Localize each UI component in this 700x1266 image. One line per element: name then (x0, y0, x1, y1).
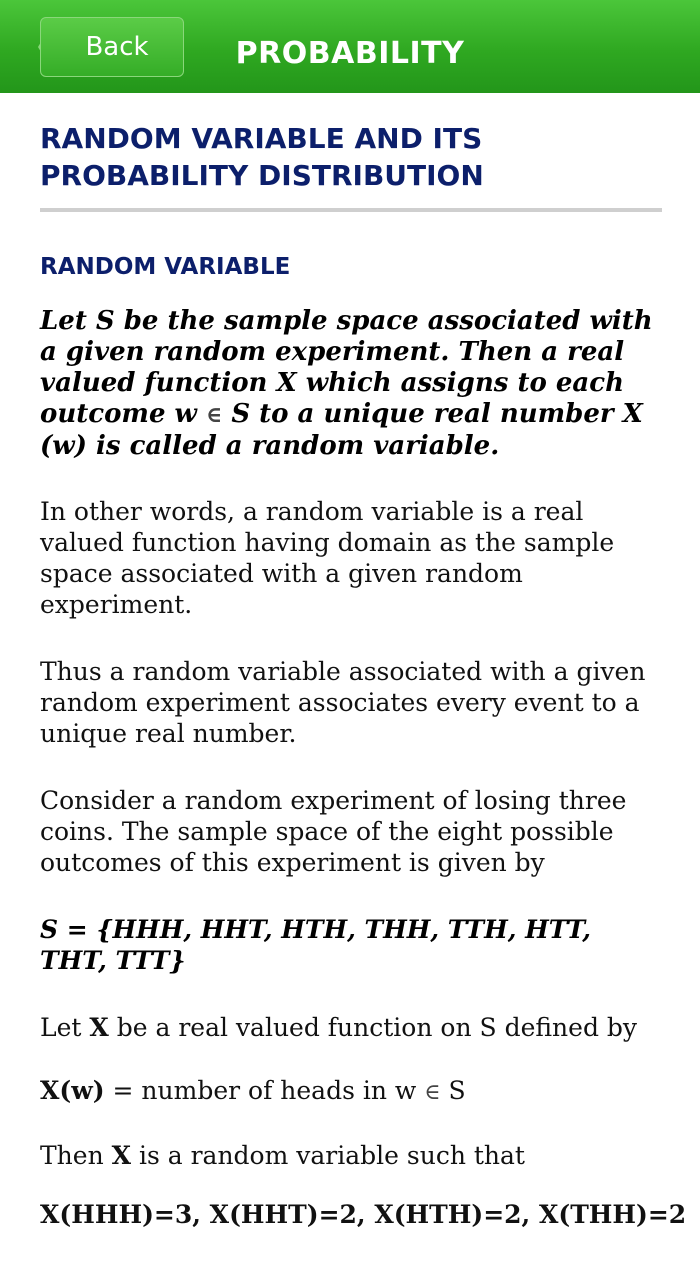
section-title: RANDOM VARIABLE AND ITS PROBABILITY DISTRIBUTION (40, 122, 484, 192)
x-def-post: be a real valued function on S defined by (108, 1013, 638, 1042)
cutoff-values-line: X(HHH)=3, X(HHT)=2, X(HTH)=2, X(THH)=2 (40, 1200, 687, 1229)
element-of-symbol-2: ∈ (424, 1080, 441, 1105)
definition-part2: S to a unique real number X (w) is called a random variable. (40, 399, 643, 461)
definition-text (40, 306, 662, 462)
x-def-var: X (89, 1013, 109, 1042)
then-line (40, 1140, 662, 1171)
subsection-title: RANDOM VARIABLE (40, 254, 291, 280)
then-pre: Then (40, 1141, 112, 1170)
paragraph-3: Consider a random experiment of losing three coins. The sample space of the eight possible outcomes of this experiment is given by (40, 786, 627, 877)
xw-var: X(w) (40, 1076, 105, 1105)
xw-mid: = number of heads in w (104, 1076, 425, 1105)
paragraph-1: In other words, a random variable is a real valued function having domain as the sample space associated with a given random experiment. (40, 497, 615, 619)
x-def-pre: Let (40, 1013, 90, 1042)
then-post: is a random variable such that (131, 1141, 525, 1170)
page-title: PROBABILITY (235, 35, 465, 71)
xw-post: S (440, 1076, 466, 1105)
paragraph-2: Thus a random variable associated with a given random experiment associates every event to a unique real number. (40, 657, 646, 748)
sample-space: S = {HHH, HHT, HTH, THH, TTH, HTT, THT, TTT} (40, 915, 592, 975)
content-area (40, 120, 687, 1266)
then-var: X (111, 1141, 132, 1170)
x-definition-line (40, 1012, 662, 1043)
element-of-symbol: ∈ (205, 402, 223, 428)
xw-line (40, 1075, 662, 1108)
divider (40, 208, 662, 212)
definition-part1: Let S be the sample space associated with a given random experiment. Then a real valued function X which assigns to each outcome w (40, 306, 653, 429)
app-header (0, 0, 700, 93)
back-button-label: Back (85, 32, 149, 62)
